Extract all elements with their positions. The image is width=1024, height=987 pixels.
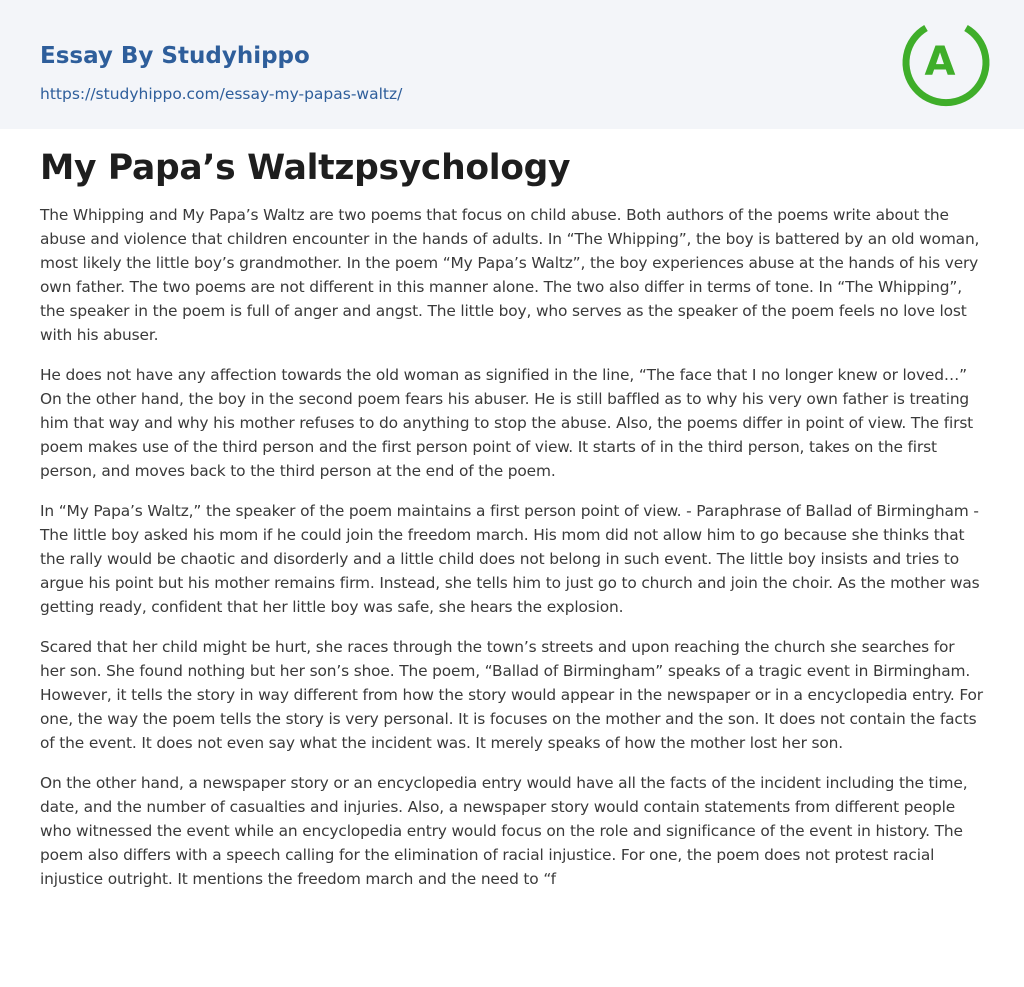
article-paragraph: He does not have any affection towards the old woman as signified in the line, “The face that I no longer knew or loved…” On the other hand, the boy in the second poem fears his abuser. He is still baffled as to why his very own father is treating him that way and why his mother refuses to do anything to stop the abuse. Also, the poems differ in point of view. The first poem makes use of the third person and the first person point of view. It starts of in the third person, takes on the first person, and moves back to the third person at the end of the poem. xyxy=(40,366,974,480)
article-title: My Papa’s Waltzpsychology xyxy=(40,148,571,188)
article-body xyxy=(40,144,984,907)
site-header xyxy=(0,0,1024,129)
article-paragraph: In “My Papa’s Waltz,” the speaker of the poem maintains a first person point of view. - Paraphrase of Ballad of Birmingham - The little boy asked his mom if he could join the freedom march. His mom did not allow him to go because she thinks that the rally would be chaotic and disorderly and a little child does not belong in such event. The little boy insists and tries to argue his point but his mother remains firm. Instead, she tells him to just go to church and join the choir. As the mother was getting ready, confident that her little boy was safe, she hears the explosion. xyxy=(40,502,980,616)
essay-url-link[interactable]: https://studyhippo.com/essay-my-papas-waltz/ xyxy=(40,85,403,103)
article-paragraph: On the other hand, a newspaper story or an encyclopedia entry would have all the facts of the incident including the time, date, and the number of casualties and injuries. Also, a newspaper story would contain statements from different people who witnessed the event while an encyclopedia entry would focus on the role and significance of the event in history. The poem also differs with a speech calling for the elimination of racial injustice. For one, the poem does not protest racial injustice outright. It mentions the freedom march and the need to “f xyxy=(40,774,968,888)
studyhippo-logo-icon[interactable] xyxy=(896,16,992,112)
logo-letter: A xyxy=(924,39,956,85)
site-brand[interactable]: Essay By Studyhippo xyxy=(40,43,310,69)
article-paragraph: Scared that her child might be hurt, she races through the town’s streets and upon reaching the church she searches for her son. She found nothing but her son’s shoe. The poem, “Ballad of Birmingham” speaks of a tragic event in Birmingham. However, it tells the story in way different from how the story would appear in the newspaper or in a encyclopedia entry. For one, the way the poem tells the story is very personal. It is focuses on the mother and the son. It does not contain the facts of the event. It does not even say what the incident was. It merely speaks of how the mother lost her son. xyxy=(40,638,983,752)
article-paragraph: The Whipping and My Papa’s Waltz are two poems that focus on child abuse. Both authors of the poems write about the abuse and violence that children encounter in the hands of adults. In “The Whipping”, the boy is battered by an old woman, most likely the little boy’s grandmother. In the poem “My Papa’s Waltz”, the boy experiences abuse at the hands of his very own father. The two poems are not different in this manner alone. The two also differ in terms of tone. In “The Whipping”, the speaker in the poem is full of anger and angst. The little boy, who serves as the speaker of the poem feels no love lost with his abuser. xyxy=(40,206,980,344)
